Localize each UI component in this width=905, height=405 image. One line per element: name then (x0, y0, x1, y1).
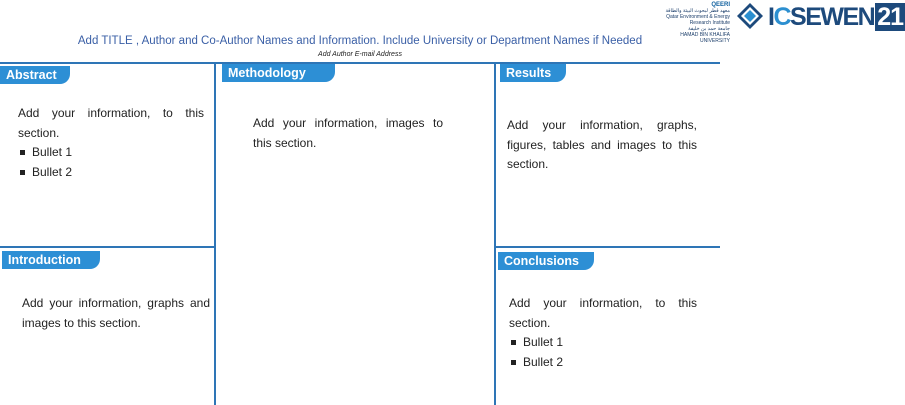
left-column-divider (214, 62, 216, 405)
author-email: Add Author E-mail Address (318, 51, 402, 58)
list-item: Bullet 1 (509, 333, 697, 353)
abstract-header: Abstract (0, 66, 70, 84)
header-logos (460, 0, 904, 44)
left-row-divider (0, 246, 214, 248)
conclusions-bullets (509, 333, 697, 372)
abstract-bullets (18, 143, 204, 182)
poster-title: Add TITLE , Author and Co-Author Names and Information. Include University or Department Names if Needed (77, 35, 643, 47)
results-text: Add your information, graphs, figures, tables and images to this section. (507, 118, 697, 171)
list-item: Bullet 2 (18, 163, 204, 183)
results-header: Results (500, 64, 566, 82)
introduction-header: Introduction (2, 251, 100, 269)
methodology-header: Methodology (222, 64, 335, 82)
icsewen-logo: ICSEWEN 21 (768, 3, 904, 31)
methodology-text: Add your information, images to this section. (253, 116, 443, 150)
abstract-text: Add your information, to this section. (18, 106, 204, 140)
list-item: Bullet 1 (18, 143, 204, 163)
top-rule (0, 62, 720, 64)
introduction-text: Add your information, graphs and images to this section. (22, 296, 210, 330)
conclusions-body (509, 294, 697, 372)
qeeri-emblem-icon (736, 2, 764, 30)
right-row-divider (494, 246, 720, 248)
abstract-body (18, 104, 204, 182)
conclusions-text: Add your information, to this section. (509, 296, 697, 330)
list-item: Bullet 2 (509, 353, 697, 373)
right-column-divider (494, 62, 496, 405)
conclusions-header: Conclusions (498, 252, 594, 270)
qeeri-logo: QEERI معهد قطر لبحوث البيئة والطاقة Qatar Environment & Energy Research Institute جامعة حمد بن خليفة HAMAD BIN KHALIFA UNIVERSITY (665, 2, 730, 44)
